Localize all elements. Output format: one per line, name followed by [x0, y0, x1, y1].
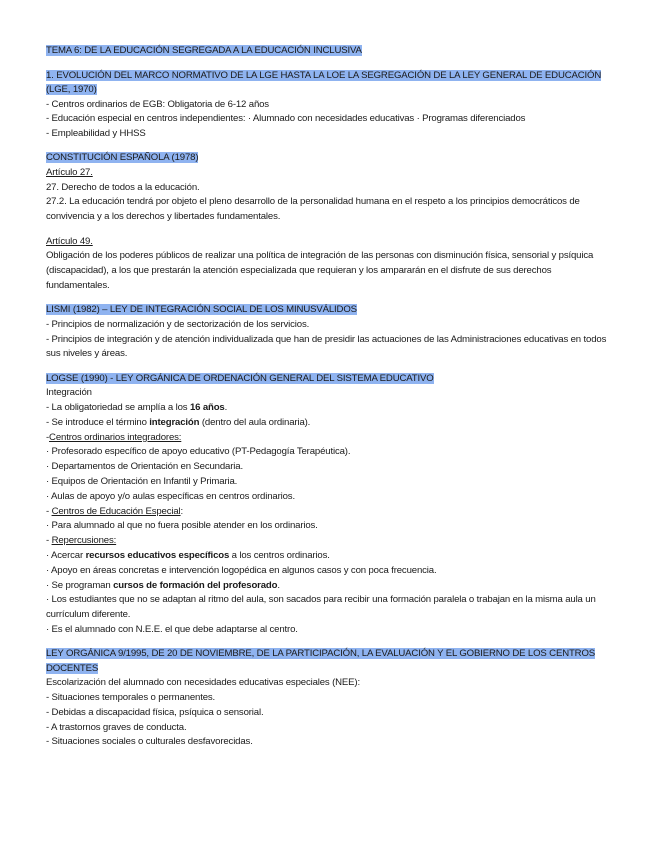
- list-item: · Apoyo en áreas concretas e intervención logopédica en algunos casos y con poca frecuencia.: [46, 564, 437, 576]
- list-item: -Centros ordinarios integradores:: [46, 431, 182, 443]
- list-item: · Profesorado específico de apoyo educativo (PT-Pedagogía Terapéutica).: [46, 446, 351, 458]
- list-item: - Principios de normalización y de sectorización de los servicios.: [46, 318, 310, 330]
- list-item: - A trastornos graves de conducta.: [46, 721, 187, 733]
- list-item: - Educación especial en centros independientes: · Alumnado con necesidades educativas · Programas diferenciados: [46, 113, 526, 125]
- article-49-heading: Artículo 49.: [46, 235, 93, 247]
- list-item: - Debidas a discapacidad física, psíquica o sensorial.: [46, 706, 264, 718]
- list-item: · Aulas de apoyo y/o aulas específicas en centros ordinarios.: [46, 490, 295, 502]
- paragraph: 27.2. La educación tendrá por objeto el pleno desarrollo de la personalidad humana en el respeto a los principios democráticos de convivencia y a los derechos y libertades fundamentales.: [46, 196, 580, 223]
- list-item: - Situaciones sociales o culturales desfavorecidas.: [46, 736, 253, 748]
- list-item: - La obligatoriedad se amplía a los 16 años.: [46, 401, 228, 413]
- list-item: · Los estudiantes que no se adaptan al ritmo del aula, son sacados para recibir una formación paralela o trabajan en la misma aula un currículum diferente.: [46, 594, 596, 621]
- list-item: · Equipos de Orientación en Infantil y Primaria.: [46, 475, 238, 487]
- paragraph: Escolarización del alumnado con necesidades educativas especiales (NEE):: [46, 677, 360, 689]
- section-heading-constitucion: CONSTITUCIÓN ESPAÑOLA (1978): [46, 152, 199, 164]
- section-heading-ley-9-1995: LEY ORGÁNICA 9/1995, DE 20 DE NOVIEMBRE, DE LA PARTICIPACIÓN, LA EVALUACIÓN Y EL GOBIERNO DE LOS CENTROS DOCENTES: [46, 648, 596, 674]
- list-item: - Centros de Educación Especial:: [46, 505, 184, 517]
- paragraph: 27. Derecho de todos a la educación.: [46, 181, 200, 193]
- list-item: · Es el alumnado con N.E.E. el que debe adaptarse al centro.: [46, 623, 298, 635]
- article-27-heading: Artículo 27.: [46, 166, 93, 178]
- section-heading-lge: 1. EVOLUCIÓN DEL MARCO NORMATIVO DE LA LGE HASTA LA LOE LA SEGREGACIÓN DE LA LEY GENERAL DE EDUCACIÓN (LGE, 1970): [46, 69, 602, 95]
- list-item: · Se programan cursos de formación del profesorado.: [46, 579, 280, 591]
- paragraph: Obligación de los poderes públicos de realizar una política de integración de las personas con disminución física, sensorial y psíquica (discapacidad), a los que prestarán la atención especializada que requieran y los ampararán en el disfrute de sus derechos fundamentales.: [46, 250, 594, 291]
- subheading-integracion: Integración: [46, 387, 92, 399]
- section-heading-logse: LOGSE (1990) - LEY ORGÁNICA DE ORDENACIÓN GENERAL DEL SISTEMA EDUCATIVO: [46, 372, 434, 384]
- list-item: - Principios de integración y de atención individualizada que han de presidir las actuaciones de las Administraciones educativas en todos sus niveles y áreas.: [46, 333, 607, 360]
- list-item: · Acercar recursos educativos específicos a los centros ordinarios.: [46, 549, 330, 561]
- document-title: TEMA 6: DE LA EDUCACIÓN SEGREGADA A LA EDUCACIÓN INCLUSIVA: [46, 45, 362, 56]
- list-item: · Para alumnado al que no fuera posible atender en los ordinarios.: [46, 520, 318, 532]
- document-body: [46, 44, 616, 750]
- list-item: - Se introduce el término integración (dentro del aula ordinaria).: [46, 416, 311, 428]
- list-item: - Centros ordinarios de EGB: Obligatoria de 6-12 años: [46, 98, 269, 110]
- list-item: - Situaciones temporales o permanentes.: [46, 692, 216, 703]
- section-heading-lismi: LISMI (1982) – LEY DE INTEGRACIÓN SOCIAL DE LOS MINUSVÁLIDOS: [46, 304, 357, 316]
- list-item: - Repercusiones:: [46, 535, 117, 547]
- list-item: · Departamentos de Orientación en Secundaria.: [46, 461, 243, 473]
- list-item: - Empleabilidad y HHSS: [46, 128, 146, 140]
